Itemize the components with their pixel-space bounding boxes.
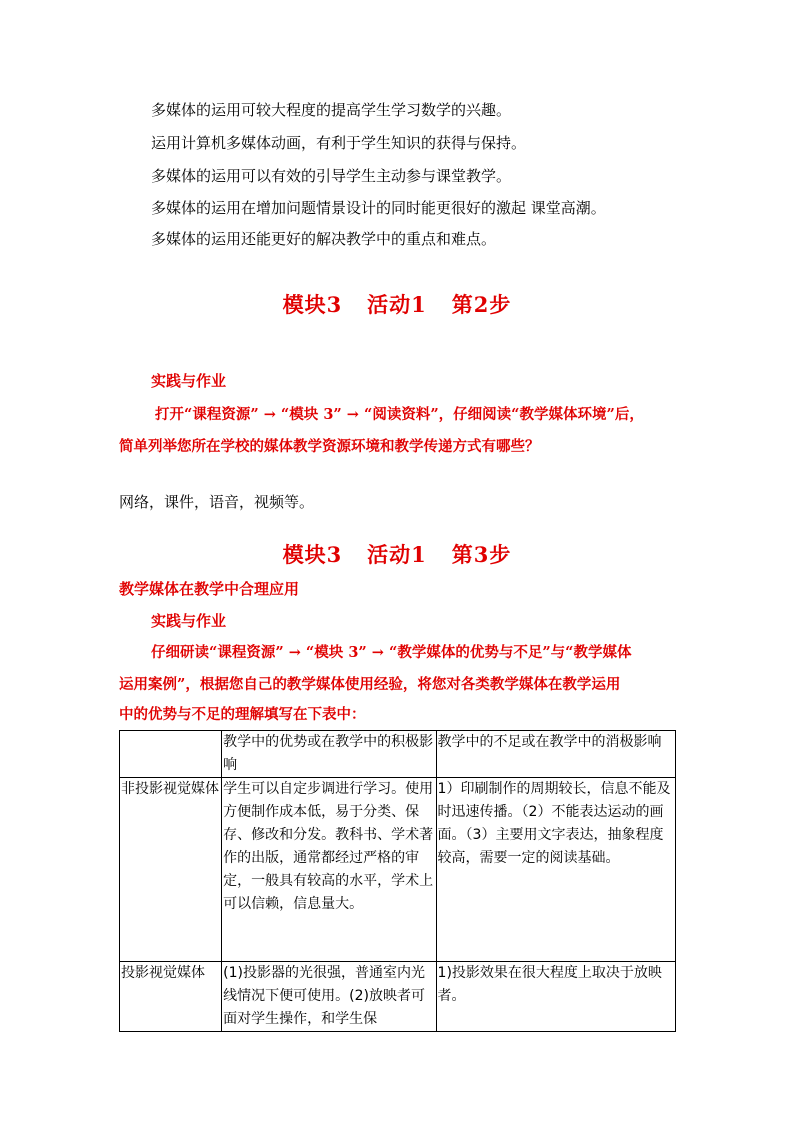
section3-prompt-line1: 仔细研读“课程资源” → “模块 3” → “教学媒体的优势与不足”与“教学媒体 bbox=[151, 644, 632, 661]
section2-heading: 模块3 活动1 第2步 bbox=[282, 292, 512, 317]
header-cell-disadvantages: 教学中的不足或在教学中的消极影响 bbox=[436, 731, 675, 778]
section2-prompt-line1: 打开“课程资源” → “模块 3” → “阅读资料”，仔细阅读“教学媒体环境”后， bbox=[155, 406, 644, 423]
advantages-cell: 学生可以自定步调进行学习。使用方便制作成本低，易于分类、保存、修改和分发。教科书、学术著作的出版，通常都经过严格的审定，一般具有较高的水平，学术上可以信赖，信息量大。 bbox=[222, 778, 436, 962]
section3-subheading: 实践与作业 bbox=[151, 612, 227, 630]
advantages-cell bbox=[222, 962, 436, 1032]
section3-topic: 教学媒体在教学中合理应用 bbox=[119, 580, 300, 598]
media-type-cell: 投影视觉媒体 bbox=[120, 962, 222, 1032]
table-row bbox=[120, 778, 676, 962]
section3-prompt-line3: 中的优势与不足的理解填写在下表中： bbox=[119, 706, 366, 723]
disadvantages-cell: 1)投影效果在很大程度上取决于放映者。 bbox=[436, 962, 675, 1032]
section2-subheading: 实践与作业 bbox=[151, 372, 227, 390]
section2-answer: 网络，课件，语音，视频等。 bbox=[119, 493, 315, 511]
intro-line-2: 运用计算机多媒体动画，有利于学生知识的获得与保持。 bbox=[151, 134, 527, 152]
section3-heading: 模块3 活动1 第3步 bbox=[282, 542, 512, 567]
intro-line-3: 多媒体的运用可以有效的引导学生主动参与课堂教学。 bbox=[151, 167, 512, 185]
intro-line-1: 多媒体的运用可较大程度的提高学生学习数学的兴趣。 bbox=[151, 101, 512, 119]
table-header-row bbox=[120, 731, 676, 778]
section3-prompt-line2: 运用案例”，根据您自己的教学媒体使用经验，将您对各类教学媒体在教学运用 bbox=[119, 676, 621, 693]
media-type-cell: 非投影视觉媒体 bbox=[120, 778, 222, 962]
intro-line-5: 多媒体的运用还能更好的解决教学中的重点和难点。 bbox=[151, 230, 497, 248]
header-cell-empty bbox=[120, 731, 222, 778]
intro-line-4: 多媒体的运用在增加问题情景设计的同时能更很好的激起 课堂高潮。 bbox=[151, 199, 606, 217]
table-row bbox=[120, 962, 676, 1032]
section2-prompt-line2: 简单列举您所在学校的媒体教学资源环境和教学传递方式有哪些？ bbox=[119, 438, 540, 455]
advantages-text: (1)投影器的光很强，普通室内光线情况下便可使用。(2)放映者可面对学生操作，和学生保 bbox=[223, 965, 426, 1027]
header-cell-advantages: 教学中的优势或在教学中的积极影响 bbox=[222, 731, 436, 778]
media-comparison-table bbox=[119, 730, 676, 1032]
disadvantages-cell: 1）印刷制作的周期较长，信息不能及时迅速传播。（2）不能表达运动的画面。（3）主要用文字表达，抽象程度较高，需要一定的阅读基础。 bbox=[436, 778, 675, 962]
